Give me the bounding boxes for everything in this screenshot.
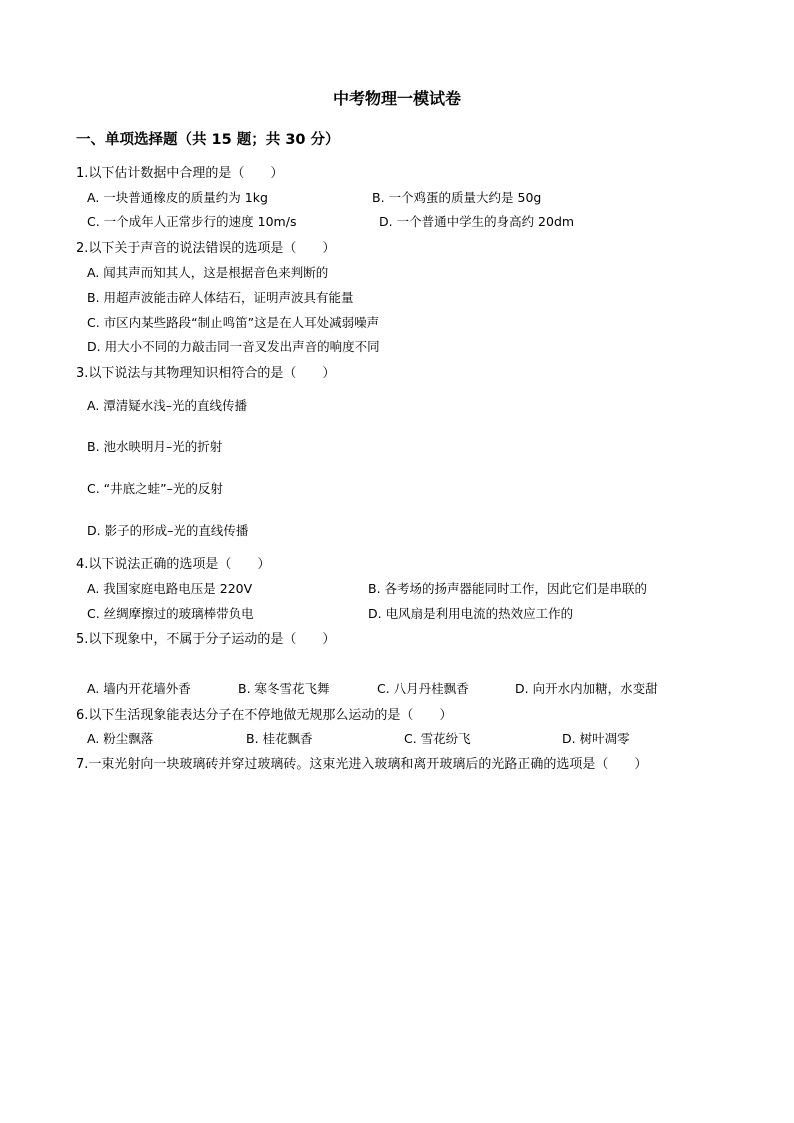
question-3-option-a: A. 潭清疑水浅–光的直线传播 bbox=[87, 398, 248, 413]
question-4-option-d: D. 电风扇是利用电流的热效应工作的 bbox=[368, 606, 574, 621]
question-1-option-d: D. 一个普通中学生的身高约 20dm bbox=[379, 214, 575, 229]
question-3-option-d: D. 影子的形成–光的直线传播 bbox=[87, 523, 249, 538]
question-6-stem: 6.以下生活现象能表达分子在不停地做无规那么运动的是（ ） bbox=[76, 708, 453, 723]
question-2-stem: 2.以下关于声音的说法错误的选项是（ ） bbox=[76, 241, 336, 256]
question-4-option-b: B. 各考场的扬声器能同时工作，因此它们是串联的 bbox=[368, 581, 648, 596]
question-6-option-b: B. 桂花飘香 bbox=[246, 731, 313, 746]
question-6-option-d: D. 树叶凋零 bbox=[562, 731, 630, 746]
section-heading: 一、单项选择题（共 15 题；共 30 分） bbox=[76, 132, 340, 148]
question-5-option-d: D. 向开水内加糖，水变甜 bbox=[515, 681, 658, 696]
question-3-stem: 3.以下说法与其物理知识相符合的是（ ） bbox=[76, 366, 336, 381]
question-4-option-a: A. 我国家庭电路电压是 220V bbox=[87, 581, 253, 596]
question-2-option-c: C. 市区内某些路段“制止鸣笛”这是在人耳处减弱噪声 bbox=[87, 315, 380, 330]
question-7-stem: 7.一束光射向一块玻璃砖并穿过玻璃砖。这束光进入玻璃和离开玻璃后的光路正确的选项是（ ） bbox=[76, 757, 648, 772]
question-4-stem: 4.以下说法正确的选项是（ ） bbox=[76, 557, 271, 572]
question-2-option-a: A. 闻其声而知其人，这是根据音色来判断的 bbox=[87, 265, 329, 280]
question-5-stem: 5.以下现象中，不属于分子运动的是（ ） bbox=[76, 632, 336, 647]
question-1-option-a: A. 一块普通橡皮的质量约为 1kg bbox=[87, 190, 268, 205]
question-6-option-a: A. 粉尘飘落 bbox=[87, 731, 154, 746]
question-2-option-b: B. 用超声波能击碎人体结石，证明声波具有能量 bbox=[87, 290, 354, 305]
question-1-stem: 1.以下估计数据中合理的是（ ） bbox=[76, 166, 284, 181]
question-6-option-c: C. 雪花纷飞 bbox=[404, 731, 471, 746]
question-5-option-a: A. 墙内开花墙外香 bbox=[87, 681, 191, 696]
question-3-option-b: B. 池水映明月–光的折射 bbox=[87, 439, 223, 454]
question-1-option-b: B. 一个鸡蛋的质量大约是 50g bbox=[372, 190, 542, 205]
question-5-option-c: C. 八月丹桂飘香 bbox=[377, 681, 469, 696]
question-5-option-b: B. 寒冬雪花飞舞 bbox=[238, 681, 330, 696]
question-3-option-c: C. “井底之蛙”–光的反射 bbox=[87, 481, 223, 496]
page-title: 中考物理一模试卷 bbox=[332, 89, 461, 108]
question-4-option-c: C. 丝绸摩擦过的玻璃棒带负电 bbox=[87, 606, 254, 621]
question-2-option-d: D. 用大小不同的力敲击同一音叉发出声音的响度不同 bbox=[87, 339, 380, 354]
question-1-option-c: C. 一个成年人正常步行的速度 10m/s bbox=[87, 214, 297, 229]
